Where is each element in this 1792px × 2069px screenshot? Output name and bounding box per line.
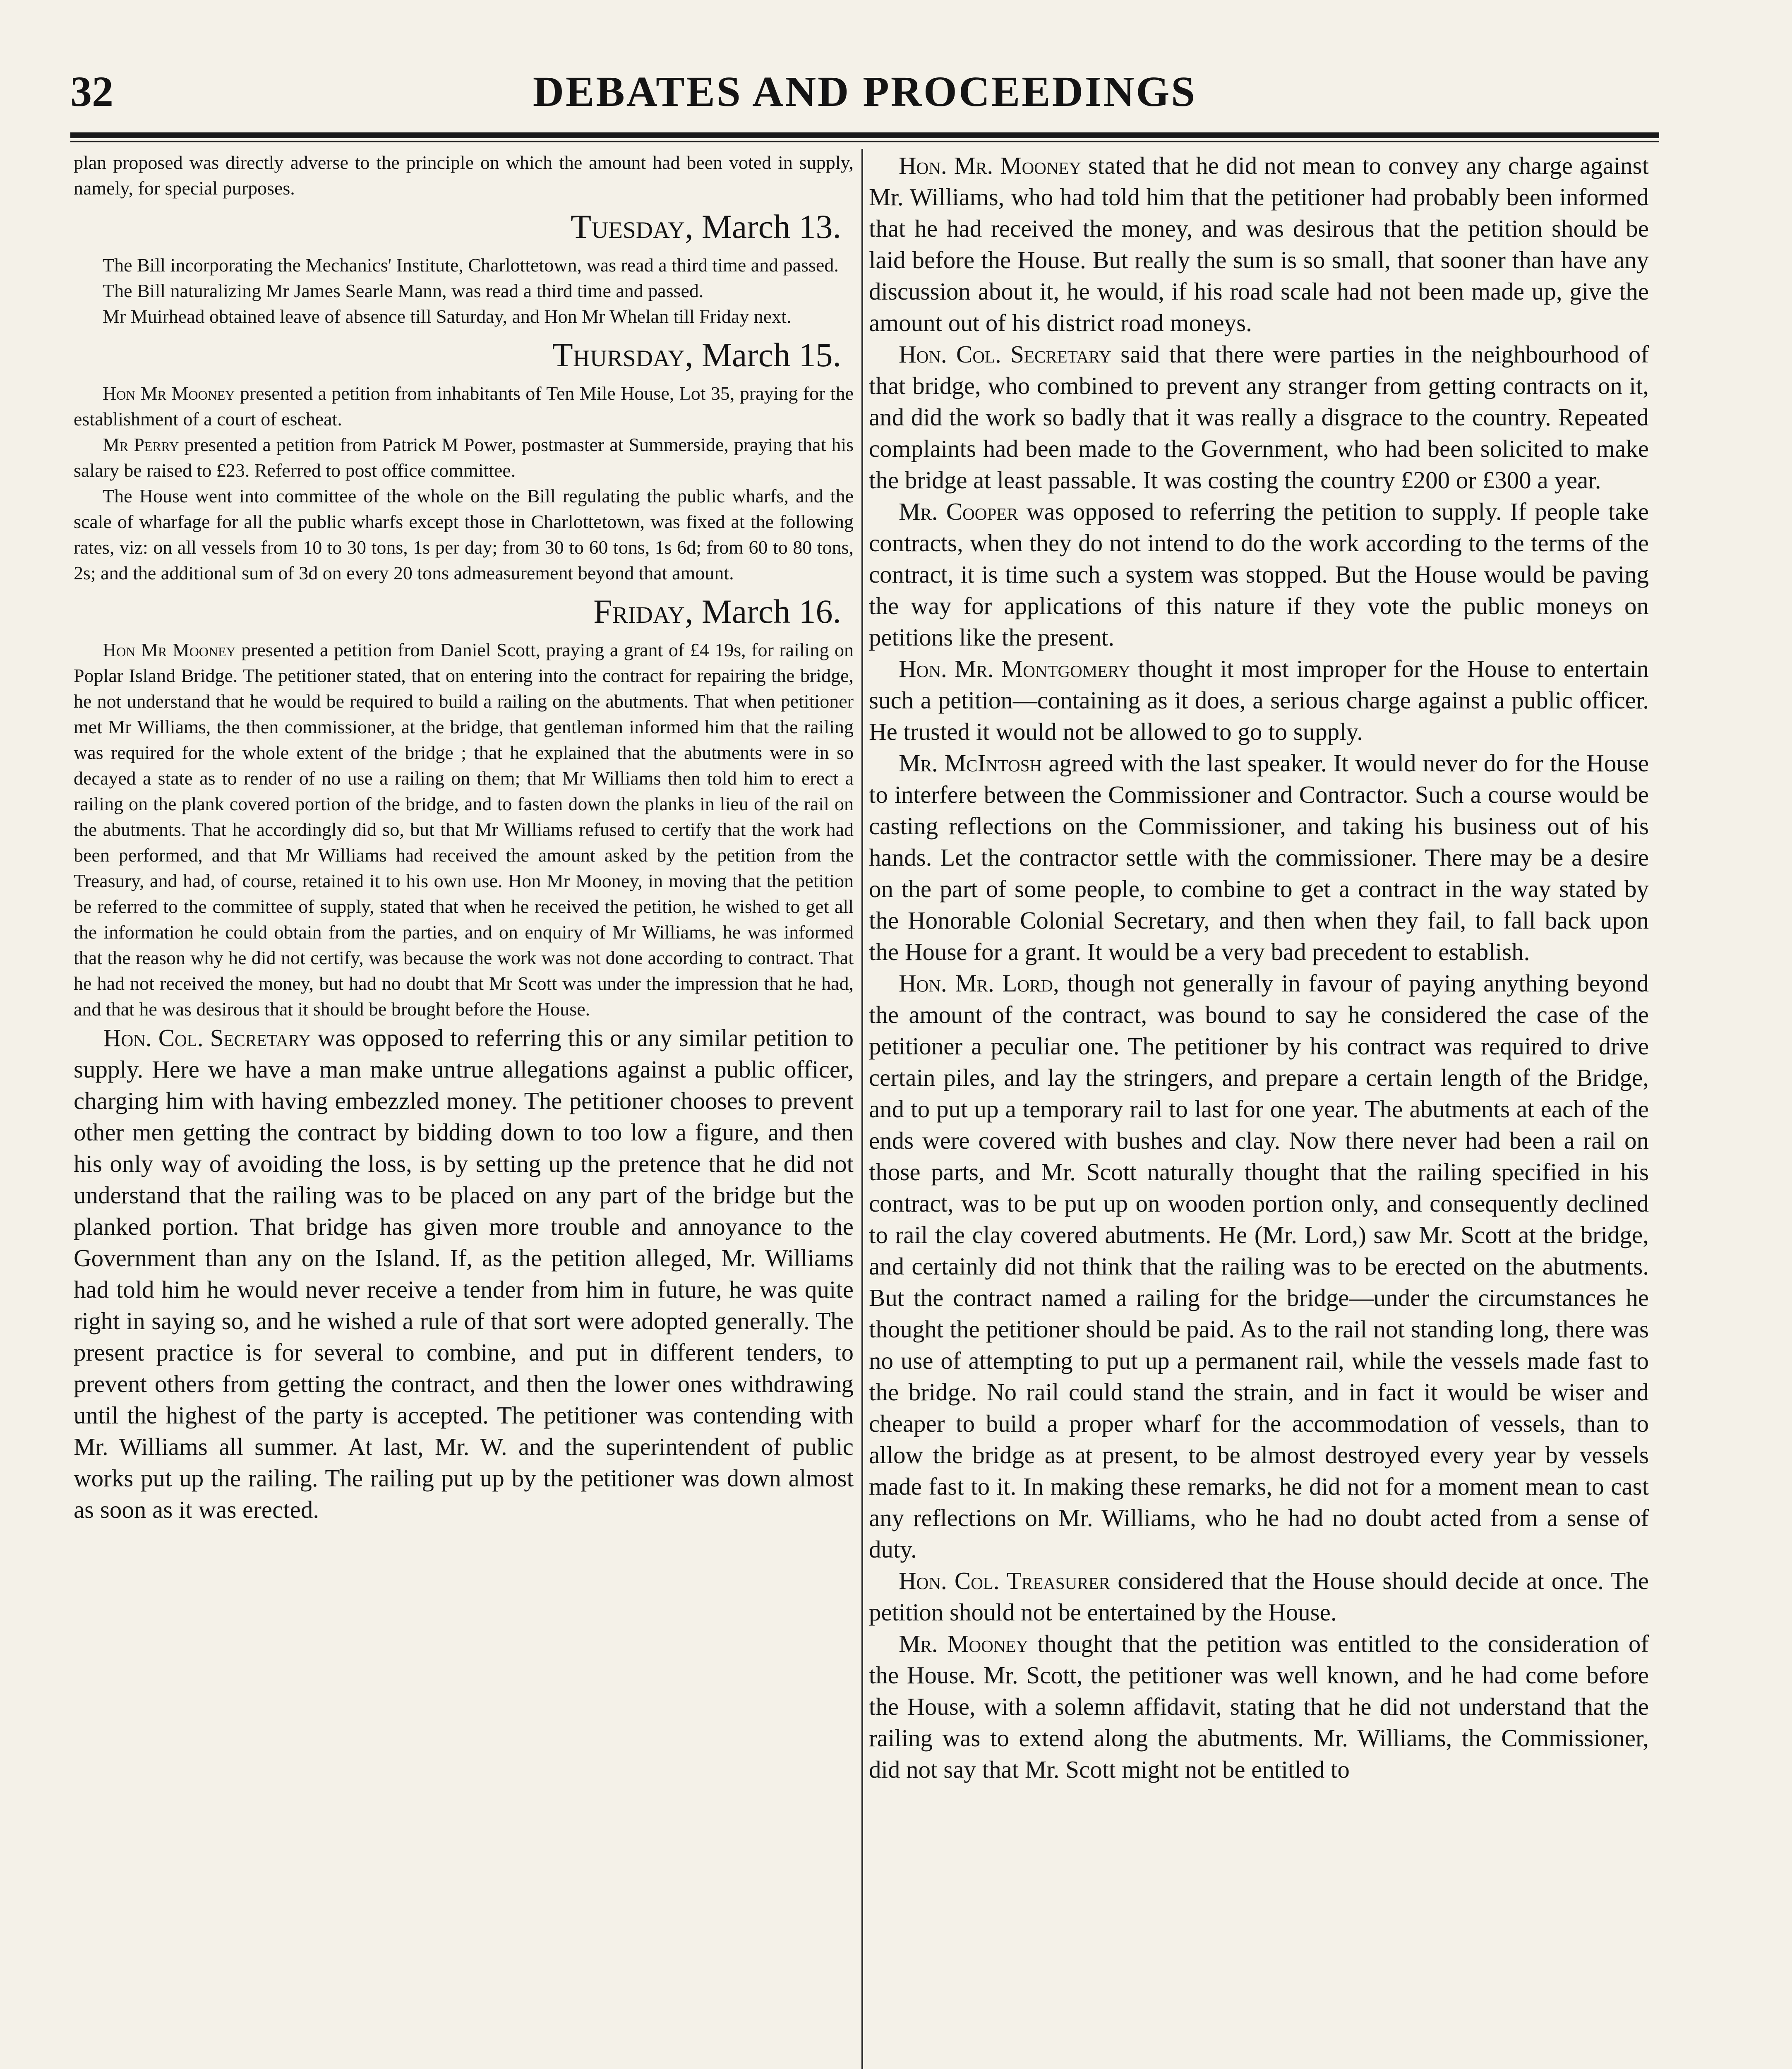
speaker-name: Mr. Mooney <box>899 1630 1029 1657</box>
heading-date: March 13. <box>701 208 841 245</box>
intro-paragraph: plan proposed was directly adverse to the principle on which the amount had been voted in supply, namely, for special purposes. <box>74 152 854 199</box>
left-small-type <box>74 150 854 1022</box>
date-heading-thursday <box>74 335 854 375</box>
paragraph <box>74 637 854 1022</box>
speaker-name: Mr Perry <box>103 434 179 455</box>
header-rule-thick <box>70 132 1659 138</box>
speaker-name: Hon. Mr. Lord <box>899 970 1053 997</box>
speaker-name: Hon. Col. Secretary <box>103 1024 311 1051</box>
paragraph <box>74 1022 854 1525</box>
column-divider <box>861 149 863 2069</box>
speech-text: said that there were parties in the neighbourhood of that bridge, who combined to prevent any stranger from getting contracts on it, and did the work so badly that it was really a disgrace to the country. Repeated complaints had been made to the Government, who had been solicited to make the bridge at least passable. It was costing the country £200 or £300 a year. <box>869 341 1649 494</box>
page-header <box>70 66 1659 128</box>
heading-date: March 15. <box>701 336 841 374</box>
speech-text: thought it most improper for the House to entertain such a petition—containing as it does, a serious charge against a public officer. He trusted it would not be allowed to go to supply. <box>869 655 1649 745</box>
header-rule-thin <box>70 141 1659 142</box>
left-column <box>74 150 854 2069</box>
paragraph: The Bill naturalizing Mr James Searle Mann, was read a third time and passed. <box>103 280 704 301</box>
paragraph: The House went into committee of the whole on the Bill regulating the public wharfs, and the scale of wharfage for all the public wharfs except those in Charlottetown, was fixed at the following rates, viz: on all vessels from 10 to 30 tons, 1s per day; from 30 to 60 tons, 1s 6d; from 60 to 80 tons, 2s; and the additional sum of 3d on every 20 tons admeasurement beyond that amount. <box>74 485 854 583</box>
speaker-name: Mr. Cooper <box>899 498 1018 525</box>
paragraph <box>869 747 1649 967</box>
running-title: DEBATES AND PROCEEDINGS <box>533 68 1197 115</box>
speaker-name: Mr. McIntosh <box>899 749 1042 777</box>
date-heading-friday <box>74 592 854 631</box>
speaker-name: Hon. Mr. Montgomery <box>899 655 1130 682</box>
page-number: 32 <box>70 68 113 115</box>
speech-text: presented a petition from Patrick M Power, postmaster at Summerside, praying that his salary be raised to £23. Referred to post office committee. <box>74 434 854 481</box>
paragraph <box>869 967 1649 1565</box>
paragraph <box>869 496 1649 653</box>
speech-text: was opposed to referring this or any similar petition to supply. Here we have a man make untrue allegations against a public officer, charging him with having embezzled money. The petitioner chooses to prevent other men getting the contract by bidding down to too low a figure, and then his only way of avoiding the loss, is by setting up the pretence that he did not understand that the railing was to be placed on any part of the bridge but the planked portion. That bridge has given more trouble and annoyance to the Government than any on the Island. If, as the petition alleged, Mr. Williams had told him he would never receive a tender from him in future, he was quite right in saying so, and he wished a rule of that sort were adopted generally. The present practice is for several to combine, and put in different tenders, to prevent others from getting the contract, and then the lower ones withdrawing until the highest of the party is accepted. The petitioner was contending with Mr. Williams all summer. At last, Mr. W. and the superintendent of public works put up the railing. The railing put up by the petitioner was down almost as soon as it was erected. <box>74 1024 854 1523</box>
speech-text: presented a petition from inhabitants of Ten Mile House, Lot 35, praying for the establishment of a court of escheat. <box>74 383 854 430</box>
speaker-name: Hon Mr Mooney <box>103 639 236 660</box>
speech-text: , though not generally in favour of paying anything beyond the amount of the contract, was bound to say he considered the case of the petitioner a peculiar one. The petitioner by his contract was required to drive certain piles, and lay the stringers, and prepare a certain length of the Bridge, and to put up a temporary rail to last for one year. The abutments at each of the ends were covered with bushes and clay. Now there never had been a rail on those parts, and Mr. Scott naturally thought that the railing specified in his contract, was to be put up on wooden portion only, and consequently declined to rail the clay covered abutments. He (Mr. Lord,) saw Mr. Scott at the bridge, and certainly did not think that the railing was to be erected on the abutments. But the contract named a railing for the bridge—under the circumstances he thought the petitioner should be paid. As to the rail not standing long, there was no use of attempting to put up a permanent rail, while the vessels made fast to the bridge. No rail could stand the strain, and in fact it would be wiser and cheaper to build a proper wharf for the accommodation of vessels, than to allow the bridge as at present, to be almost destroyed every year by vessels made fast to it. In making these remarks, he did not for a moment mean to cast any reflections on Mr. Williams, who he had no doubt acted from a sense of duty. <box>869 970 1649 1563</box>
speech-text: thought that the petition was entitled to the consideration of the House. Mr. Scott, the petitioner was well known, and he had come before the House, with a solemn affidavit, stating that he did not understand that the railing was to extend along the abutments. Mr. Williams, the Commissioner, did not say that Mr. Scott might not be entitled to <box>869 1630 1649 1783</box>
paragraph <box>74 432 854 483</box>
heading-day: Tuesday, <box>570 208 693 245</box>
speech-text: presented a petition from Daniel Scott, praying a grant of £4 19s, for railing on Poplar Island Bridge. The petitioner stated, that on entering into the contract for repairing the bridge, he not understand that he would be required to build a railing on the abutments. That when petitioner met Mr Williams, the then commissioner, at the bridge, that gentleman informed him that the railing was required for the whole extent of the bridge ; that he explained that the abutments were in so decayed a state as to render of no use a railing on them; that Mr Williams then told him to erect a railing on the plank covered portion of the bridge, and to fasten down the planks in lieu of the rail on the abutments. That he accordingly did so, but that Mr Williams refused to certify that the work had been performed, and that Mr Williams had received the amount asked by the petition from the Treasury, and had, of course, retained it to his own use. Hon Mr Mooney, in moving that the petition be referred to the committee of supply, stated that when he received the petition, he wished to get all the information he could obtain from the parties, and on enquiry of Mr Williams, he was informed that the reason why he did not certify, was because the work was not done according to contract. That he had not received the money, but had no doubt that Mr Scott was under the impression that he had, and that he was desirous that it should be brought before the House. <box>74 639 854 1020</box>
paragraph <box>869 1628 1649 1785</box>
date-heading-tuesday <box>74 207 854 247</box>
right-column <box>869 150 1649 2069</box>
paragraph <box>869 150 1649 338</box>
speech-text: agreed with the last speaker. It would never do for the House to interfere between the Commissioner and Contractor. Such a course would be casting reflections on the Commissioner, and taking his business out of his hands. Let the contractor settle with the commissioner. There may be a desire on the part of some people, to combine to get a contract in the way stated by the Honorable Colonial Secretary, and then when they fail, to fall back upon the House for a grant. It would be a very bad precedent to establish. <box>869 749 1649 965</box>
speaker-name: Hon. Mr. Mooney <box>899 152 1082 179</box>
speech-text: considered that the House should decide at once. The petition should not be entertained by the House. <box>869 1567 1649 1626</box>
speaker-name: Hon Mr Mooney <box>103 383 235 404</box>
paragraph <box>869 1565 1649 1628</box>
speech-text: was opposed to referring the petition to supply. If people take contracts, when they do not intend to do the work according to the terms of the contract, it is time such a system was stopped. But the House would be paving the way for applications of this nature if they vote the public moneys on petitions like the present. <box>869 498 1649 651</box>
paragraph: The Bill incorporating the Mechanics' Institute, Charlottetown, was read a third time and passed. <box>103 254 839 276</box>
heading-day: Thursday, <box>552 336 693 374</box>
paragraph <box>74 381 854 432</box>
paragraph <box>869 653 1649 747</box>
speaker-name: Hon. Col. Treasurer <box>899 1567 1110 1594</box>
speaker-name: Hon. Col. Secretary <box>899 341 1111 368</box>
heading-day: Friday, <box>593 593 693 630</box>
left-large-type <box>74 1022 854 1525</box>
heading-date: March 16. <box>701 593 841 630</box>
paragraph: Mr Muirhead obtained leave of absence till Saturday, and Hon Mr Whelan till Friday next. <box>103 306 792 327</box>
speech-text: stated that he did not mean to convey any charge against Mr. Williams, who had told him that the petitioner had probably been informed that he had received the money, and was desirous that the petition should be laid before the House. But really the sum is so small, that sooner than have any discussion about it, he would, if his road scale had not been made up, give the amount out of his district road moneys. <box>869 152 1649 336</box>
paragraph <box>869 338 1649 496</box>
